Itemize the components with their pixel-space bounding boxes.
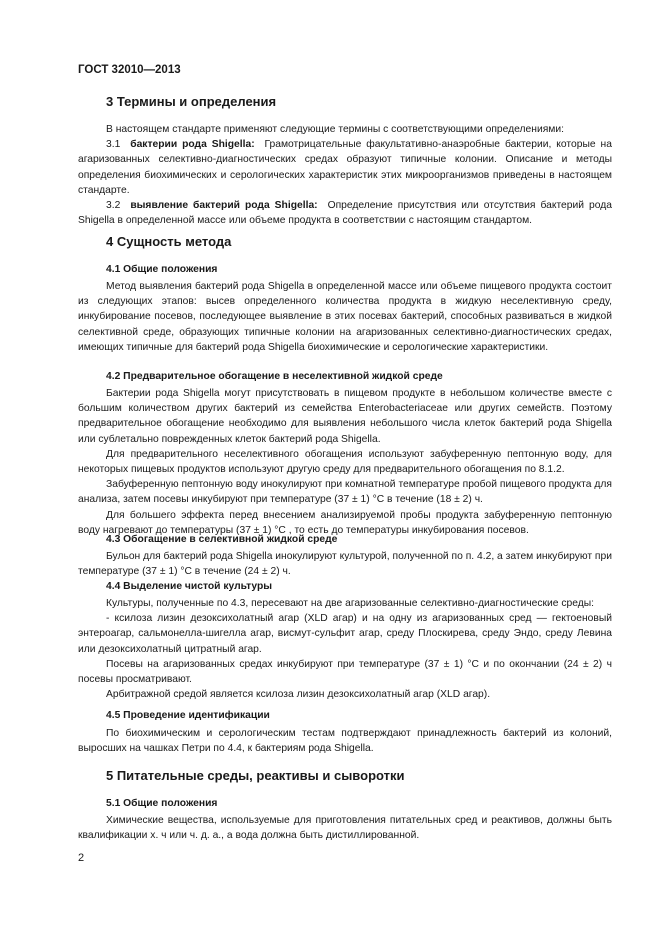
term-3-2-number: 3.2	[106, 200, 121, 212]
term-3-1-definition: Грамотрицательные факультативно-анаэробные бактерии, которые на агаризованных селективно-диагностических средах образуют типичные колонии. Описание и методы определения биохимических и серологических характеристик этих микроорганизмов приведены в настоящем стандарте.	[78, 139, 612, 196]
term-3-1	[78, 137, 612, 198]
page-number: 2	[78, 852, 85, 864]
paragraph: Посевы на агаризованных средах инкубируют при температуре (37 ± 1) °С и по окончании (24 ± 2) ч посевы просматривают.	[78, 658, 612, 686]
term-3-2	[78, 198, 612, 228]
section-4-4-title: 4.4 Выделение чистой культуры	[106, 581, 273, 592]
section-4-5-title: 4.5 Проведение идентификации	[106, 710, 270, 721]
section-4-2-body	[78, 386, 612, 538]
paragraph: Для большего эффекта перед внесением анализируемой пробы продукта забуференную пептонную воду нагревают до температуры (37 ± 1) °С , то есть до температуры инкубирования посевов.	[78, 509, 612, 536]
document-header: ГОСТ 32010—2013	[78, 64, 181, 76]
section-4-3-body	[78, 549, 612, 579]
paragraph: Бактерии рода Shigella могут присутствовать в пищевом продукте в небольшом количестве вместе с большим количеством других бактерий из семейства Enterobacteriaceae или других семейств. Поэтому предварительное обогащение необходимо для выявления небольшого числа клеток бактерий рода Shigella или сублетально поврежденных клеток бактерий рода Shigella.	[78, 388, 612, 445]
term-3-1-number: 3.1	[106, 139, 121, 151]
section-3-intro: В настоящем стандарте применяют следующие термины с соответствующими определениями:	[106, 124, 564, 135]
section-4-1-title: 4.1 Общие положения	[106, 264, 218, 275]
section-4-title: 4 Сущность метода	[106, 234, 232, 249]
term-3-2-name: выявление бактерий рода Shigella:	[130, 200, 318, 212]
paragraph: Арбитражной средой является ксилоза лизин дезоксихолатный агар (XLD агар).	[106, 689, 491, 701]
section-4-1-body	[78, 279, 612, 355]
section-4-2-title: 4.2 Предварительное обогащение в неселективной жидкой среде	[106, 371, 443, 382]
section-3-body	[78, 122, 612, 228]
section-4-3-title: 4.3 Обогащение в селективной жидкой среде	[106, 534, 338, 545]
paragraph: По биохимическим и серологическим тестам подтверждают принадлежность бактерий из колоний, выросших на чашках Петри по 4.4, к бактериям рода Shigella.	[78, 728, 612, 755]
section-5-title: 5 Питательные среды, реактивы и сыворотки	[106, 768, 405, 783]
section-5-1-body	[78, 813, 612, 843]
section-4-4-body	[78, 596, 612, 702]
section-5-1-title: 5.1 Общие положения	[106, 798, 218, 809]
paragraph: Бульон для бактерий рода Shigella инокулируют культурой, полученной по п. 4.2, а затем инкубируют при температуре (37 ± 1) °С в течение (24 ± 2) ч.	[78, 551, 612, 578]
paragraph: - ксилоза лизин дезоксихолатный агар (XLD агар) и на одну из агаризованных сред — гектоеновый энтероагар, сальмонелла-шигелла агар, висмут-сульфит агар, среду Плоскирева, среду Эндо, среду Левина или дезоксихолатный цитратный агар.	[78, 613, 612, 655]
paragraph: Метод выявления бактерий рода Shigella в определенной массе или объеме пищевого продукта состоит из следующих этапов: высев определенного количества продукта в жидкую неселективную среду, инкубирование посевов, последующее выявление в этих посевах бактерий, способных развиваться в жидкой селективной среде, образующих типичные колонии на агаризованных селективно-диагностических средах, имеющих типичные для бактерий рода Shigella биохимические и серологические характеристики.	[78, 281, 612, 353]
paragraph: Культуры, полученные по 4.3, пересевают на две агаризованные селективно-диагностические среды:	[106, 598, 595, 609]
paragraph: Химические вещества, используемые для приготовления питательных сред и реактивов, должны быть квалификации х. ч или ч. д. а., а вода должна быть дистиллированной.	[78, 815, 612, 842]
term-3-1-name: бактерии рода Shigella:	[130, 139, 255, 151]
term-3-2-definition: Определение присутствия или отсутствия бактерий рода Shigella в определенной массе или объеме продукта в соответствии с настоящим стандартом.	[78, 200, 612, 227]
section-3-title: 3 Термины и определения	[106, 94, 277, 109]
paragraph: Забуференную пептонную воду инокулируют при комнатной температуре пробой пищевого продукта для анализа, затем посевы инкубируют при температуре (37 ± 1) °С в течение (18 ± 2) ч.	[78, 479, 612, 506]
section-4-5-body	[78, 726, 612, 756]
paragraph: Для предварительного неселективного обогащения используют забуференную пептонную воду, для некоторых пищевых продуктов используют другую среду для предварительного обогащения по 8.1.2.	[78, 448, 612, 476]
